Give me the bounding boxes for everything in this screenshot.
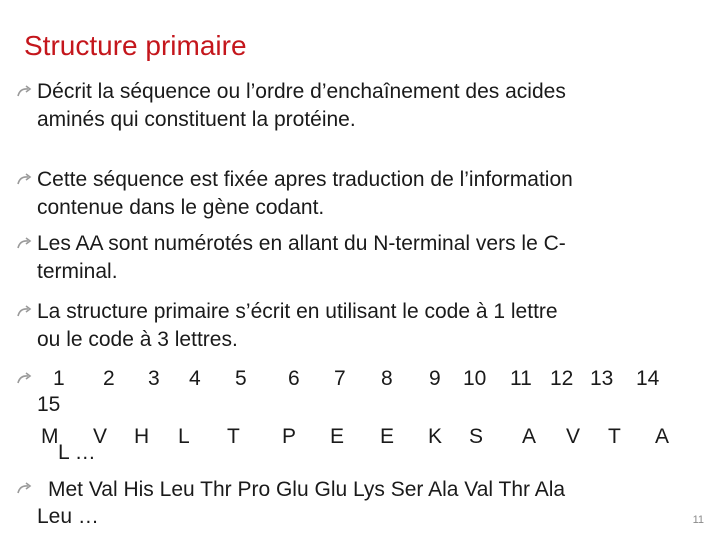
bullet-line: terminal. <box>37 260 118 283</box>
bullet-item <box>15 78 705 134</box>
sequence-letter: A <box>522 425 537 448</box>
bullet-item <box>15 166 705 222</box>
sequence-letter: E <box>330 425 345 448</box>
bullet-line: Les AA sont numérotés en allant du N-terminal vers le C- <box>37 232 566 255</box>
sequence-number: 13 <box>590 367 614 390</box>
sequence-letter: M <box>41 425 59 448</box>
sequence-number: 14 <box>636 367 660 390</box>
sequence-letter: E <box>380 425 395 448</box>
sequence-letter: T <box>608 425 621 448</box>
sequence-letter: S <box>469 425 484 448</box>
sequence-number: 4 <box>189 367 201 390</box>
sequence-number: 6 <box>288 367 300 390</box>
sequence-letter: A <box>655 425 670 448</box>
bullet-line: Décrit la séquence ou l’ordre d’enchaînement des acides <box>37 80 566 103</box>
sequence-number: 15 <box>37 393 61 416</box>
page-number: 11 <box>692 514 704 526</box>
bullet-line: contenue dans le gène codant. <box>37 196 325 219</box>
bullet-line: aminés qui constituent la protéine. <box>37 108 356 131</box>
curved-arrow-bullet-icon <box>15 301 37 323</box>
sequence-number: 8 <box>381 367 393 390</box>
curved-arrow-bullet-icon <box>15 368 37 390</box>
sequence-letter: L <box>178 425 190 448</box>
three-letter-code-line: Leu … <box>37 505 99 528</box>
sequence-number: 3 <box>148 367 160 390</box>
sequence-number: 2 <box>103 367 115 390</box>
sequence-letter: H <box>134 425 150 448</box>
three-letter-code-line: Met Val His Leu Thr Pro Glu Glu Lys Ser Ala Val Thr Ala <box>48 478 566 501</box>
curved-arrow-bullet-icon <box>15 81 37 103</box>
sequence-number: 11 <box>510 367 532 390</box>
sequence-letter: P <box>282 425 297 448</box>
curved-arrow-bullet-icon <box>15 478 37 500</box>
slide-title: Structure primaire <box>24 30 247 61</box>
sequence-letter: V <box>93 425 108 448</box>
sequence-letter-continuation: L … <box>58 441 96 464</box>
bullet-item <box>15 230 705 286</box>
bullet-line: ou le code à 3 lettres. <box>37 328 238 351</box>
sequence-number: 12 <box>550 367 574 390</box>
curved-arrow-bullet-icon <box>15 169 37 191</box>
sequence-number: 7 <box>334 367 346 390</box>
sequence-number: 1 <box>53 367 65 390</box>
bullet-line: Cette séquence est fixée apres traduction de l’information <box>37 168 573 191</box>
sequence-number: 10 <box>463 367 487 390</box>
bullet-line: La structure primaire s’écrit en utilisant le code à 1 lettre <box>37 300 558 323</box>
sequence-letter: V <box>566 425 581 448</box>
sequence-letter: K <box>428 425 443 448</box>
sequence-number: 5 <box>235 367 247 390</box>
sequence-number: 9 <box>429 367 441 390</box>
sequence-letter: T <box>227 425 240 448</box>
bullet-item <box>15 298 705 354</box>
curved-arrow-bullet-icon <box>15 233 37 255</box>
